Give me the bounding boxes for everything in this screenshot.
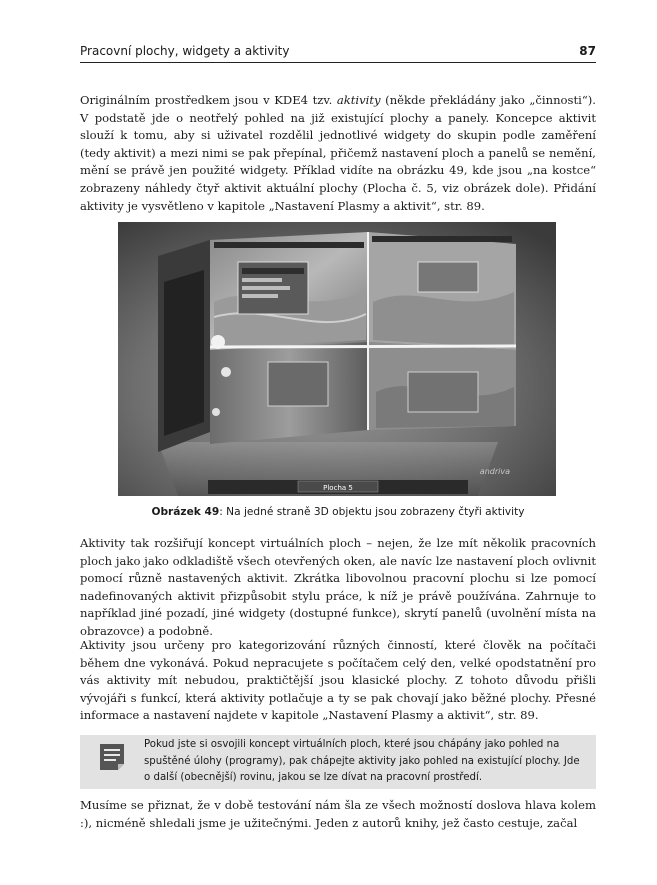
figure-caption-label: Obrázek 49 <box>151 506 220 518</box>
intro-paragraph <box>80 92 596 215</box>
running-header <box>80 44 596 62</box>
note-text: Pokud jste si osvojili koncept virtuálních ploch, které jsou chápány jako pohled na spuštěné úlohy (programy), pak chápejte aktivity jako pohled na existující plochy. Jde o další (obecnější) rovinu, jakou se lze dívat na pracovní prostředí. <box>144 739 580 783</box>
intro-italic-term: aktivity <box>336 93 381 107</box>
intro-text-start: Originálním prostředkem jsou v KDE4 tzv. <box>80 93 337 107</box>
body-paragraph: Aktivity jsou určeny pro kategorizování různých činností, které člověk na počítači během dne vykonává. Pokud nepracujete s počítačem celý den, velké opodstatnění pro vás aktivity mít nebudou, praktičtější jsou klasické plochy. Z tohoto důvodu přišli vývojáři s funkcí, která aktivity potlačuje a ty se pak chovají jako běžné plochy. Přesné informace a nastavení najdete v kapitole „Nastavení Plasmy a aktivit“, str. 89. <box>80 638 596 723</box>
running-header-title: Pracovní plochy, widgety a aktivity <box>80 44 290 58</box>
figure-watermark: andriva <box>479 467 510 476</box>
figure-taskbar-label: Plocha 5 <box>323 484 353 492</box>
figure-caption <box>80 506 596 518</box>
intro-text-end: (někde překládány jako „činnosti“). V podstatě jde o neotřelý pohled na již existující plochy a panely. Koncepce aktivit slouží k tomu, aby si uživatel rozdělil jednotlivé widgety do skupin podle zaměření (tedy aktivit) a mezi nimi se pak přepínal, přičemž nastavení ploch a panelů se nemění, mění se právě jen použité widgety. Příklad vidíte na obrázku 49, kde jsou „na kostce“ zobrazeny náhledy čtyř aktivit aktuální plochy (Plocha č. 5, viz obrázek dole). Přidání aktivity je vysvětleno v kapitole „Nastavení Plasmy a aktivit“, str. 89. <box>80 93 596 213</box>
note-icon <box>100 744 124 770</box>
figure-graphic <box>118 222 556 496</box>
figure-screenshot-3d-cube <box>118 222 556 496</box>
header-rule <box>80 62 596 63</box>
body-paragraph: Aktivity tak rozšiřují koncept virtuálních ploch – nejen, že lze mít několik pracovních ploch jako jako odkladiště všech otevřených oken, ale navíc lze nastavení ploch ovlivnit pomocí různě nastavených aktivit. Zkrátka libovolnou pracovní plochu si lze pomocí nadefinovaných aktivit přizpůsobit stylu práce, k níž je právě používána. Zahrnuje to například jiné pozadí, jiné widgety (dostupné funkce), skrytí panelů (uvolnění místa na obrazovce) a podobně. <box>80 536 596 638</box>
figure-caption-text: : Na jedné straně 3D objektu jsou zobrazeny čtyři aktivity <box>219 506 525 518</box>
note-box <box>80 735 596 789</box>
page-number: 87 <box>579 44 596 58</box>
closing-paragraph: Musíme se přiznat, že v době testování nám šla ze všech možností doslova hlava kolem :), nicméně shledali jsme je užitečnými. Jeden z autorů knihy, jež často cestuje, začal <box>80 798 596 830</box>
